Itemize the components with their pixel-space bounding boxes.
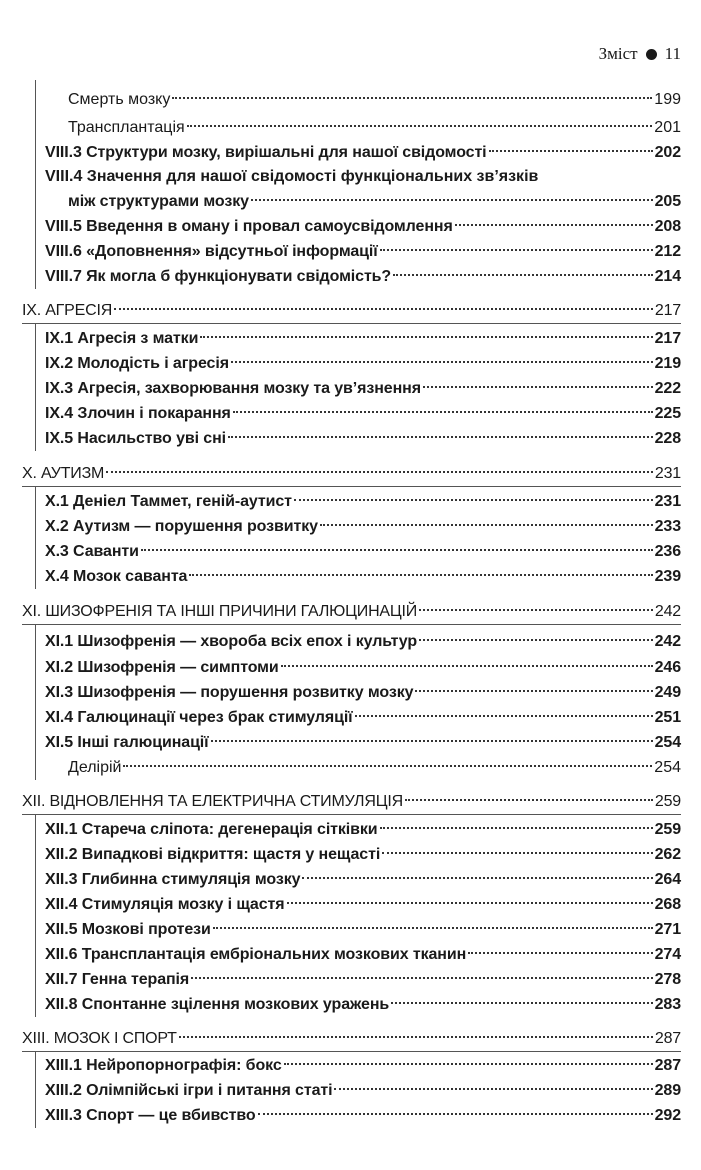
toc-entry-title: XI.5 Інші галюцинації xyxy=(45,734,209,751)
toc-entry-title: VIII.7 Як могла б функціонувати свідомість? xyxy=(45,268,392,285)
toc-page-number: 289 xyxy=(654,1082,681,1099)
toc-page-number: 214 xyxy=(654,268,681,285)
toc-section[interactable] xyxy=(45,402,681,426)
dot-leader xyxy=(123,764,652,767)
dot-leader xyxy=(391,1001,652,1004)
toc-section[interactable] xyxy=(45,1079,681,1103)
toc-entry-title: XI.2 Шизофренія — симптоми xyxy=(45,659,279,676)
dot-leader xyxy=(189,573,652,576)
dot-leader xyxy=(284,1062,653,1065)
toc-page-number: 287 xyxy=(654,1057,681,1074)
toc-section[interactable] xyxy=(45,943,681,967)
toc-section[interactable] xyxy=(45,630,681,654)
dot-leader xyxy=(294,498,653,501)
toc-page-number: 222 xyxy=(654,380,681,397)
dot-leader xyxy=(380,248,653,251)
toc-section[interactable] xyxy=(45,565,681,589)
header-page-number: 11 xyxy=(664,44,681,63)
toc-entry-title: XIII.1 Нейропорнографія: бокс xyxy=(45,1057,282,1074)
toc-page-number: 246 xyxy=(654,659,681,676)
toc-page-number: 283 xyxy=(654,996,681,1013)
dot-leader xyxy=(231,360,653,363)
toc-section[interactable] xyxy=(45,706,681,730)
toc-page-number: 231 xyxy=(654,493,681,510)
dot-leader xyxy=(455,223,653,226)
toc-entry-title: IX.3 Агресія, захворювання мозку та ув’язнення xyxy=(45,380,421,397)
toc-entry-title: X.3 Саванти xyxy=(45,543,139,560)
toc-page-number: 217 xyxy=(654,302,681,319)
dot-leader xyxy=(211,739,653,742)
dot-leader xyxy=(393,273,653,276)
toc-chapter[interactable] xyxy=(22,299,681,323)
toc-page-number: 251 xyxy=(654,709,681,726)
toc-entry-title: XII.3 Глибинна стимуляція мозку xyxy=(45,871,301,888)
toc-section[interactable] xyxy=(45,681,681,705)
dot-leader xyxy=(258,1112,653,1115)
toc-entry-title: IX. АГРЕСІЯ xyxy=(22,302,113,319)
dot-leader xyxy=(334,1087,652,1090)
toc-section[interactable] xyxy=(45,540,681,564)
toc-section[interactable] xyxy=(45,731,681,755)
toc-entry-title: XI. ШИЗОФРЕНІЯ ТА ІНШІ ПРИЧИНИ ГАЛЮЦИНАЦІЙ xyxy=(22,603,418,620)
dot-leader xyxy=(114,307,653,310)
toc-section[interactable] xyxy=(45,141,681,165)
toc-section[interactable] xyxy=(45,968,681,992)
toc-chapter[interactable] xyxy=(22,1027,681,1051)
toc-section[interactable] xyxy=(45,868,681,892)
toc-entry-title: IX.4 Злочин і покарання xyxy=(45,405,231,422)
section-rule xyxy=(22,486,681,487)
toc-section[interactable] xyxy=(45,240,681,264)
dot-leader xyxy=(302,876,652,879)
toc-page-number: 236 xyxy=(654,543,681,560)
dot-leader xyxy=(423,385,653,388)
dot-leader xyxy=(320,523,653,526)
toc-page-number: 287 xyxy=(654,1030,681,1047)
toc-page-number: 228 xyxy=(654,430,681,447)
dot-leader xyxy=(179,1035,653,1038)
dot-leader xyxy=(251,198,653,201)
toc-section[interactable] xyxy=(45,1054,681,1078)
toc-page-number: 201 xyxy=(654,119,681,136)
toc-page-number: 242 xyxy=(654,603,681,620)
toc-section[interactable] xyxy=(45,1104,681,1128)
toc-section[interactable] xyxy=(45,427,681,451)
toc-subsection[interactable] xyxy=(68,88,681,112)
toc-section[interactable] xyxy=(45,893,681,917)
section-bracket-line xyxy=(35,1051,36,1128)
toc-page-number: 217 xyxy=(654,330,681,347)
section-bracket-line xyxy=(35,323,36,451)
toc-entry-title: X.2 Аутизм — порушення розвитку xyxy=(45,518,318,535)
toc-page-number: 259 xyxy=(654,821,681,838)
dot-leader xyxy=(200,335,652,338)
dot-leader xyxy=(213,926,653,929)
dot-leader xyxy=(228,435,653,438)
toc-section[interactable] xyxy=(45,377,681,401)
toc-page-number: 242 xyxy=(654,633,681,650)
toc-page-number: 199 xyxy=(654,91,681,108)
toc-section[interactable] xyxy=(45,656,681,680)
dot-leader xyxy=(172,96,652,99)
toc-page-number: 233 xyxy=(654,518,681,535)
toc-section[interactable] xyxy=(45,215,681,239)
toc-chapter[interactable] xyxy=(22,600,681,624)
toc-section[interactable] xyxy=(45,818,681,842)
toc-entry-title: XII.7 Генна терапія xyxy=(45,971,190,988)
dot-leader xyxy=(187,124,653,127)
toc-entry-title: VIII.6 «Доповнення» відсутньої інформації xyxy=(45,243,378,260)
toc-entry-title: IX.1 Агресія з матки xyxy=(45,330,199,347)
dot-leader xyxy=(380,826,653,829)
toc-entry-title: X.1 Деніел Таммет, геній-аутист xyxy=(45,493,292,510)
section-rule xyxy=(22,624,681,625)
dot-leader xyxy=(355,714,653,717)
toc-entry-title: XI.3 Шизофренія — порушення розвитку мозку xyxy=(45,684,414,701)
toc-entry-title: XII.5 Мозкові протези xyxy=(45,921,211,938)
section-rule xyxy=(22,323,681,324)
toc-page-number: 264 xyxy=(654,871,681,888)
dot-leader xyxy=(106,470,653,473)
toc-entry-title: XII.6 Трансплантація ембріональних мозкових тканин xyxy=(45,946,467,963)
toc-page-number: 274 xyxy=(654,946,681,963)
toc-chapter[interactable] xyxy=(22,462,681,486)
toc-entry-title: XI.4 Галюцинації через брак стимуляції xyxy=(45,709,353,726)
section-rule xyxy=(22,1051,681,1052)
toc-entry-title: Смерть мозку xyxy=(68,91,171,108)
toc-entry-title: XIII.2 Олімпійські ігри і питання статі xyxy=(45,1082,333,1099)
toc-page-number: 239 xyxy=(654,568,681,585)
toc-section[interactable] xyxy=(45,918,681,942)
toc-page-number: 262 xyxy=(654,846,681,863)
toc-entry-title: IX.5 Насильство уві сні xyxy=(45,430,227,447)
toc-entry-title: XIII.3 Спорт — це вбивство xyxy=(45,1107,256,1124)
toc-entry-title: Делірій xyxy=(68,759,122,776)
section-bracket-line xyxy=(35,814,36,1017)
header-title: Зміст xyxy=(598,44,638,63)
toc-section[interactable] xyxy=(45,352,681,376)
toc-page-number: 254 xyxy=(654,759,681,776)
toc-section[interactable] xyxy=(68,190,681,214)
dot-leader xyxy=(489,149,653,152)
toc-entry-title: XII. ВІДНОВЛЕННЯ ТА ЕЛЕКТРИЧНА СТИМУЛЯЦІЯ xyxy=(22,793,403,810)
dot-leader xyxy=(419,638,653,641)
section-rule xyxy=(22,814,681,815)
toc-page-number: 219 xyxy=(654,355,681,372)
toc-page-number: 212 xyxy=(654,243,681,260)
toc-entry-title: між структурами мозку xyxy=(68,193,249,210)
toc-page-number: 202 xyxy=(654,144,681,161)
toc-page-number: 292 xyxy=(654,1107,681,1124)
toc-page-number: 208 xyxy=(654,218,681,235)
toc-entry-title: XII.1 Стареча сліпота: дегенерація сітківки xyxy=(45,821,378,838)
dot-leader xyxy=(415,689,652,692)
bullet-dot-icon xyxy=(646,49,657,60)
toc-entry-title: XII.4 Стимуляція мозку і щастя xyxy=(45,896,285,913)
toc-chapter[interactable] xyxy=(22,790,681,814)
toc-page-number: 268 xyxy=(654,896,681,913)
dot-leader xyxy=(287,901,653,904)
toc-section[interactable] xyxy=(45,327,681,351)
toc-entry-title: IX.2 Молодість і агресія xyxy=(45,355,229,372)
toc-page-number: 271 xyxy=(654,921,681,938)
toc-entry-title: XII.2 Випадкові відкриття: щастя у нещасті xyxy=(45,846,381,863)
toc-section[interactable] xyxy=(45,993,681,1017)
toc-section[interactable] xyxy=(45,843,681,867)
toc-entry-title: VIII.5 Введення в оману і провал самоусвідомлення xyxy=(45,218,453,235)
toc-entry-title: XIII. МОЗОК І СПОРТ xyxy=(22,1030,177,1047)
toc-page-number: 231 xyxy=(654,465,681,482)
toc-page-number: 205 xyxy=(654,193,681,210)
running-header xyxy=(599,44,681,64)
dot-leader xyxy=(419,608,653,611)
section-bracket-line xyxy=(35,486,36,589)
toc-section[interactable] xyxy=(45,490,681,514)
toc-entry-title: X.4 Мозок саванта xyxy=(45,568,188,585)
section-bracket-line xyxy=(35,80,36,289)
toc-page-number: 259 xyxy=(654,793,681,810)
dot-leader xyxy=(468,951,652,954)
toc-page-number: 249 xyxy=(654,684,681,701)
toc-subsection[interactable] xyxy=(68,756,681,780)
toc-entry-title: Трансплантація xyxy=(68,119,185,136)
section-bracket-line xyxy=(35,624,36,780)
dot-leader xyxy=(233,410,653,413)
toc-page-number: 225 xyxy=(654,405,681,422)
toc-page-number: 278 xyxy=(654,971,681,988)
toc-entry-title: VIII.3 Структури мозку, вирішальні для нашої свідомості xyxy=(45,144,487,161)
dot-leader xyxy=(281,664,653,667)
toc-section[interactable] xyxy=(45,515,681,539)
toc-entry-title: X. АУТИЗМ xyxy=(22,465,105,482)
dot-leader xyxy=(382,851,652,854)
toc-entry-first-line: VIII.4 Значення для нашої свідомості функціональних зв’язків xyxy=(45,168,539,185)
dot-leader xyxy=(405,798,653,801)
toc-subsection[interactable] xyxy=(68,116,681,140)
toc-entry-title: XI.1 Шизофренія — хвороба всіх епох і культур xyxy=(45,633,418,650)
toc-entry-title: XII.8 Спонтанне зцілення мозкових уражень xyxy=(45,996,390,1013)
toc-section[interactable] xyxy=(45,265,681,289)
dot-leader xyxy=(191,976,652,979)
toc-page-number: 254 xyxy=(654,734,681,751)
dot-leader xyxy=(141,548,653,551)
